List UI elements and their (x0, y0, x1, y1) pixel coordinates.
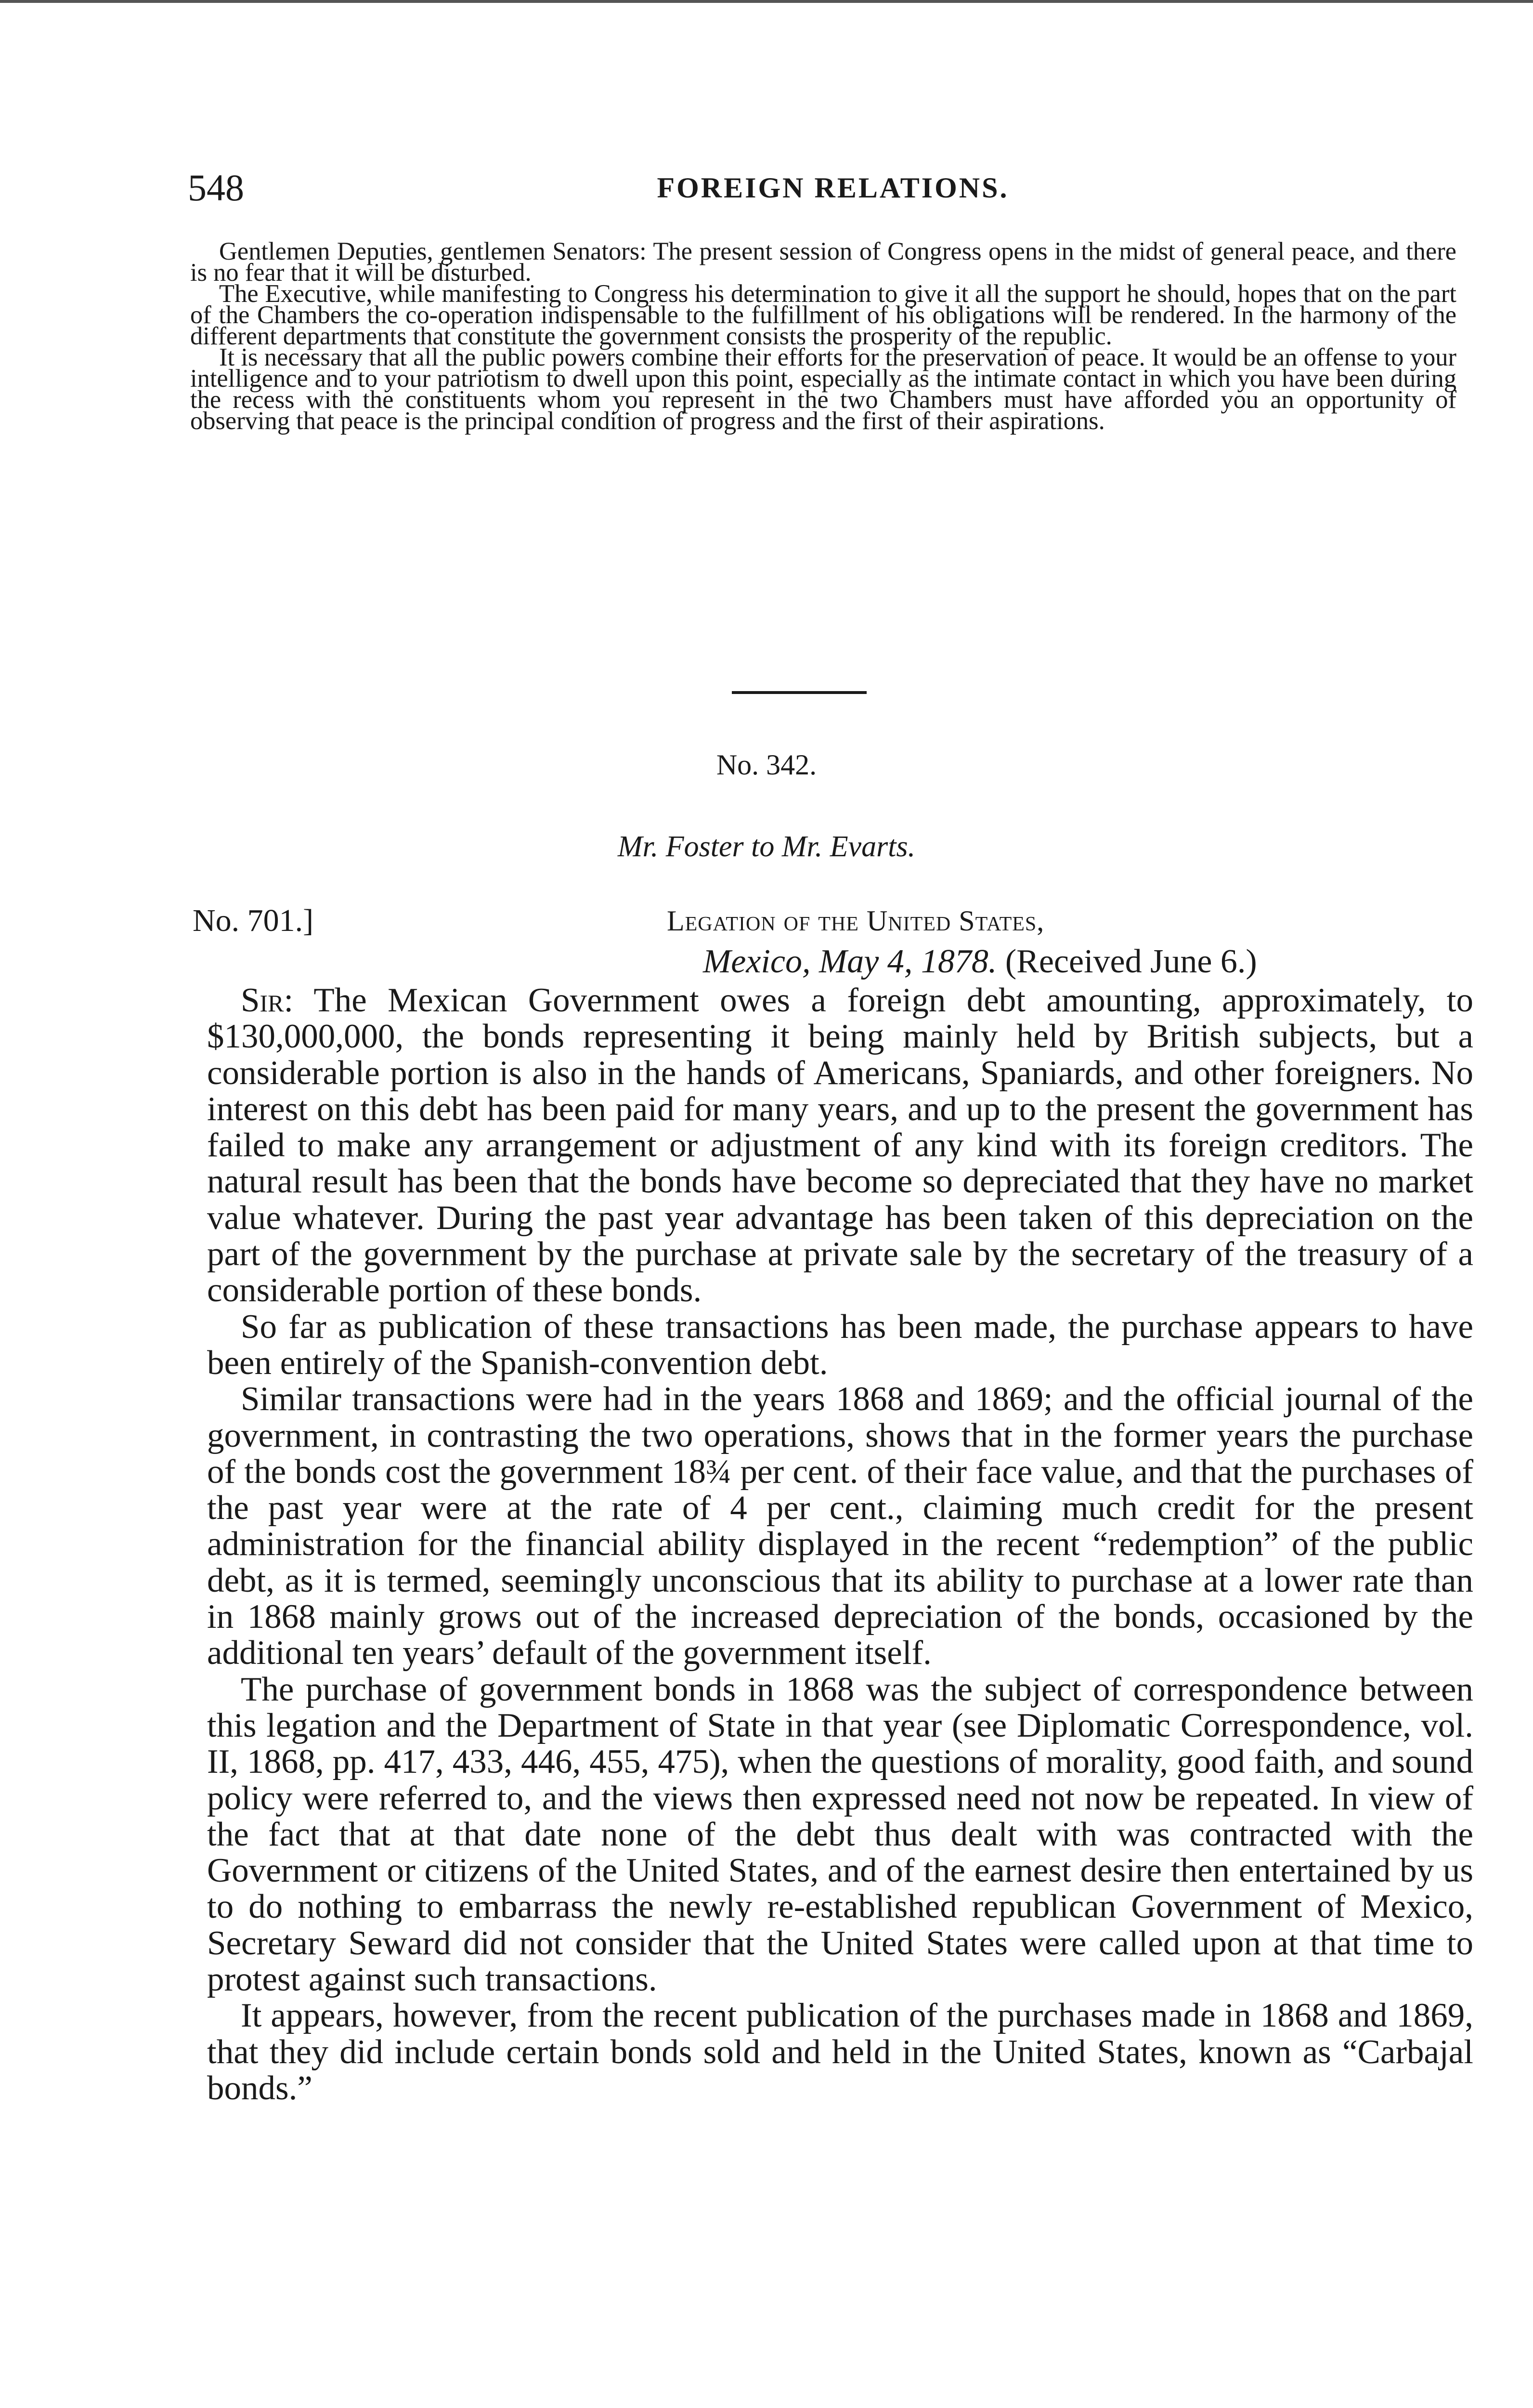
dateline (703, 942, 1257, 981)
letter-paragraph: So far as publication of these transactions has been made, the purchase appears to have been entirely of the Spanish-convention debt. (207, 1308, 1473, 1382)
speech-paragraph: Gentlemen Deputies, gentlemen Senators: The present session of Congress opens in the midst of general peace, and there is no fear that it will be disturbed. (190, 237, 1456, 287)
section-divider (732, 691, 867, 694)
letter-paragraph (207, 982, 1473, 1309)
received-date: (Received June 6.) (1005, 943, 1257, 980)
letter-paragraph-text: : The Mexican Government owes a foreign debt amounting, approximately, to $130,000,000, the bonds representing it being mainly held by British subjects, but a considerable portion is also in the hands of Americans, Spaniards, and other foreigners. No interest on this debt has been paid for many years, and up to the present the government has failed to make any arrangement or adjustment of any kind with its foreign creditors. The natural result has been that the bonds have become so depreciated that they have no market value whatever. During the past year advantage has been taken of this depreciation on the part of the government by the purchase at private sale by the secretary of the treasury of a considerable portion of these bonds. (207, 982, 1473, 1309)
document-heading: Mr. Foster to Mr. Evarts. (617, 830, 916, 863)
top-edge-rule (0, 0, 1533, 3)
letter-paragraph: It appears, however, from the recent publication of the purchases made in 1868 and 1869, that they did include certain bonds sold and held in the United States, known as “Carbajal bonds.” (207, 1997, 1473, 2107)
letter-paragraph: Similar transactions were had in the years 1868 and 1869; and the official journal of the government, in contrasting the two operations, shows that in the former years the purchase of the bonds cost the government 18¾ per cent. of their face value, and that the purchases of the past year were at the rate of 4 per cent., claiming much credit for the present administration for the financial ability displayed in the recent “redemption” of the public debt, as it is termed, seemingly unconscious that its ability to purchase at a lower rate than in 1868 mainly grows out of the increased depreciation of the bonds, occasioned by the additional ten years’ default of the government itself. (207, 1380, 1473, 1672)
legation-line (667, 902, 1044, 940)
document-number: No. 342. (716, 749, 817, 781)
preceding-speech (190, 237, 1456, 435)
salutation: Sir (241, 982, 284, 1019)
running-head: FOREIGN RELATIONS. (657, 172, 1009, 204)
speech-paragraph: The Executive, while manifesting to Congress his determination to give it all the support he should, hopes that on the part of the Chambers the co-operation indispensable to the fulfillment of his obligations will be rendered. In the harmony of the different departments that constitute the government consists the prosperity of the republic. (190, 280, 1456, 350)
speech-paragraph: It is necessary that all the public powers combine their efforts for the preservation of peace. It would be an offense to your intelligence and to your patriotism to dwell upon this point, especially as the intimate contact in which you have been during the recess with the constituents whom you represent in the two Chambers must have afforded you an opportunity of observing that peace is the principal condition of progress and the first of their aspirations. (190, 343, 1456, 435)
letter-paragraph: The purchase of government bonds in 1868 was the subject of correspondence between this legation and the Department of State in that year (see Diplomatic Correspondence, vol. II, 1868, pp. 417, 433, 446, 455, 475), when the questions of morality, good faith, and sound policy were referred to, and the views then expressed need not now be repeated. In view of the fact that at that date none of the debt thus dealt with was contracted with the Government or citizens of the United States, and of the earnest desire then entertained by us to do nothing to embarrass the newly re-established republican Government of Mexico, Secretary Seward did not consider that the United States were called upon at that time to protest against such transactions. (207, 1670, 1473, 1999)
dispatch-number: No. 701.] (193, 903, 314, 938)
letter-body (207, 982, 1473, 2107)
page-number: 548 (188, 167, 244, 209)
page-header (188, 161, 1478, 214)
place-date: Mexico, May 4, 1878. (703, 943, 997, 980)
legation-text: Legation of the United States, (667, 905, 1045, 937)
